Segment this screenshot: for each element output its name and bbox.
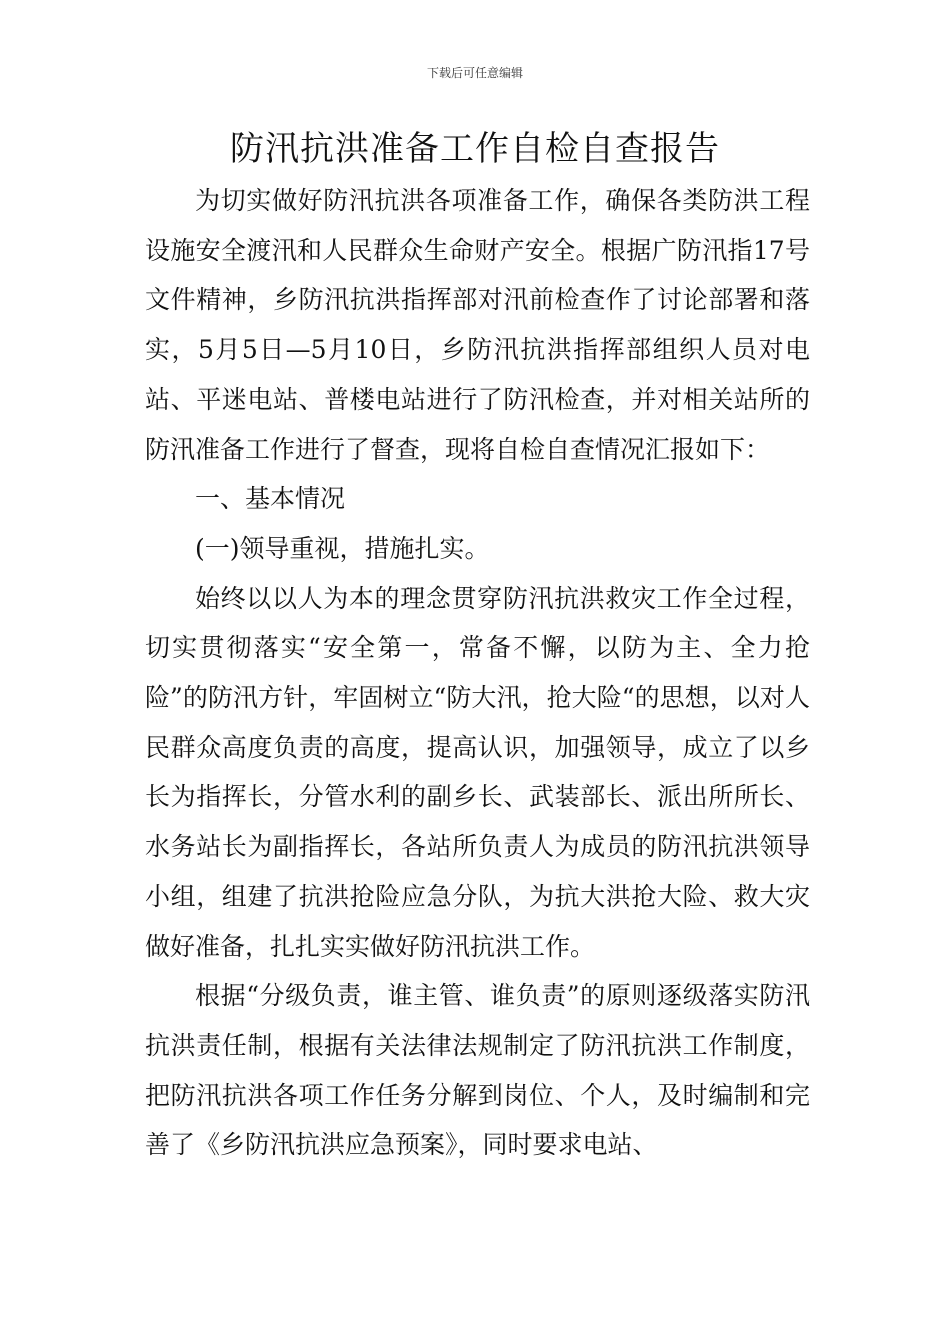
body-paragraph: 根据“分级负责，谁主管、谁负责”的原则逐级落实防汛抗洪责任制，根据有关法律法规制定了防汛抗洪工作制度，把防汛抗洪各项工作任务分解到岗位、个人，及时编制和完善了《乡防汛抗洪应急预案》，同时要求电站、: [145, 981, 810, 1160]
header-note: 下载后可任意编辑: [426, 66, 523, 80]
subsection-heading: (一)领导重视，措施扎实。: [195, 533, 490, 563]
intro-paragraph: 为切实做好防汛抗洪各项准备工作，确保各类防洪工程设施安全渡汛和人民群众生命财产安全。根据广防汛指17号文件精神，乡防汛抗洪指挥部对汛前检查作了讨论部署和落实，5月5日—5月10日，乡防汛抗洪指挥部组织人员对电站、平迷电站、普楼电站进行了防汛检查，并对相关站所的防汛准备工作进行了督查，现将自检自查情况汇报如下：: [145, 186, 810, 464]
body-paragraph: 始终以以人为本的理念贯穿防汛抗洪救灾工作全过程，切实贯彻落实“安全第一，常备不懈，以防为主、全力抢险”的防汛方针，牢固树立“防大汛，抢大险“的思想，以对人民群众高度负责的高度，提高认识，加强领导，成立了以乡长为指挥长，分管水利的副乡长、武装部长、派出所所长、水务站长为副指挥长，各站所负责人为成员的防汛抗洪领导小组，组建了抗洪抢险应急分队，为抗大洪抢大险、救大灾做好准备，扎扎实实做好防汛抗洪工作。: [145, 583, 810, 961]
section-heading: 一、基本情况: [195, 484, 346, 514]
document-title: 防汛抗洪准备工作自检自查报告: [230, 129, 720, 169]
document-body: [145, 176, 810, 1170]
